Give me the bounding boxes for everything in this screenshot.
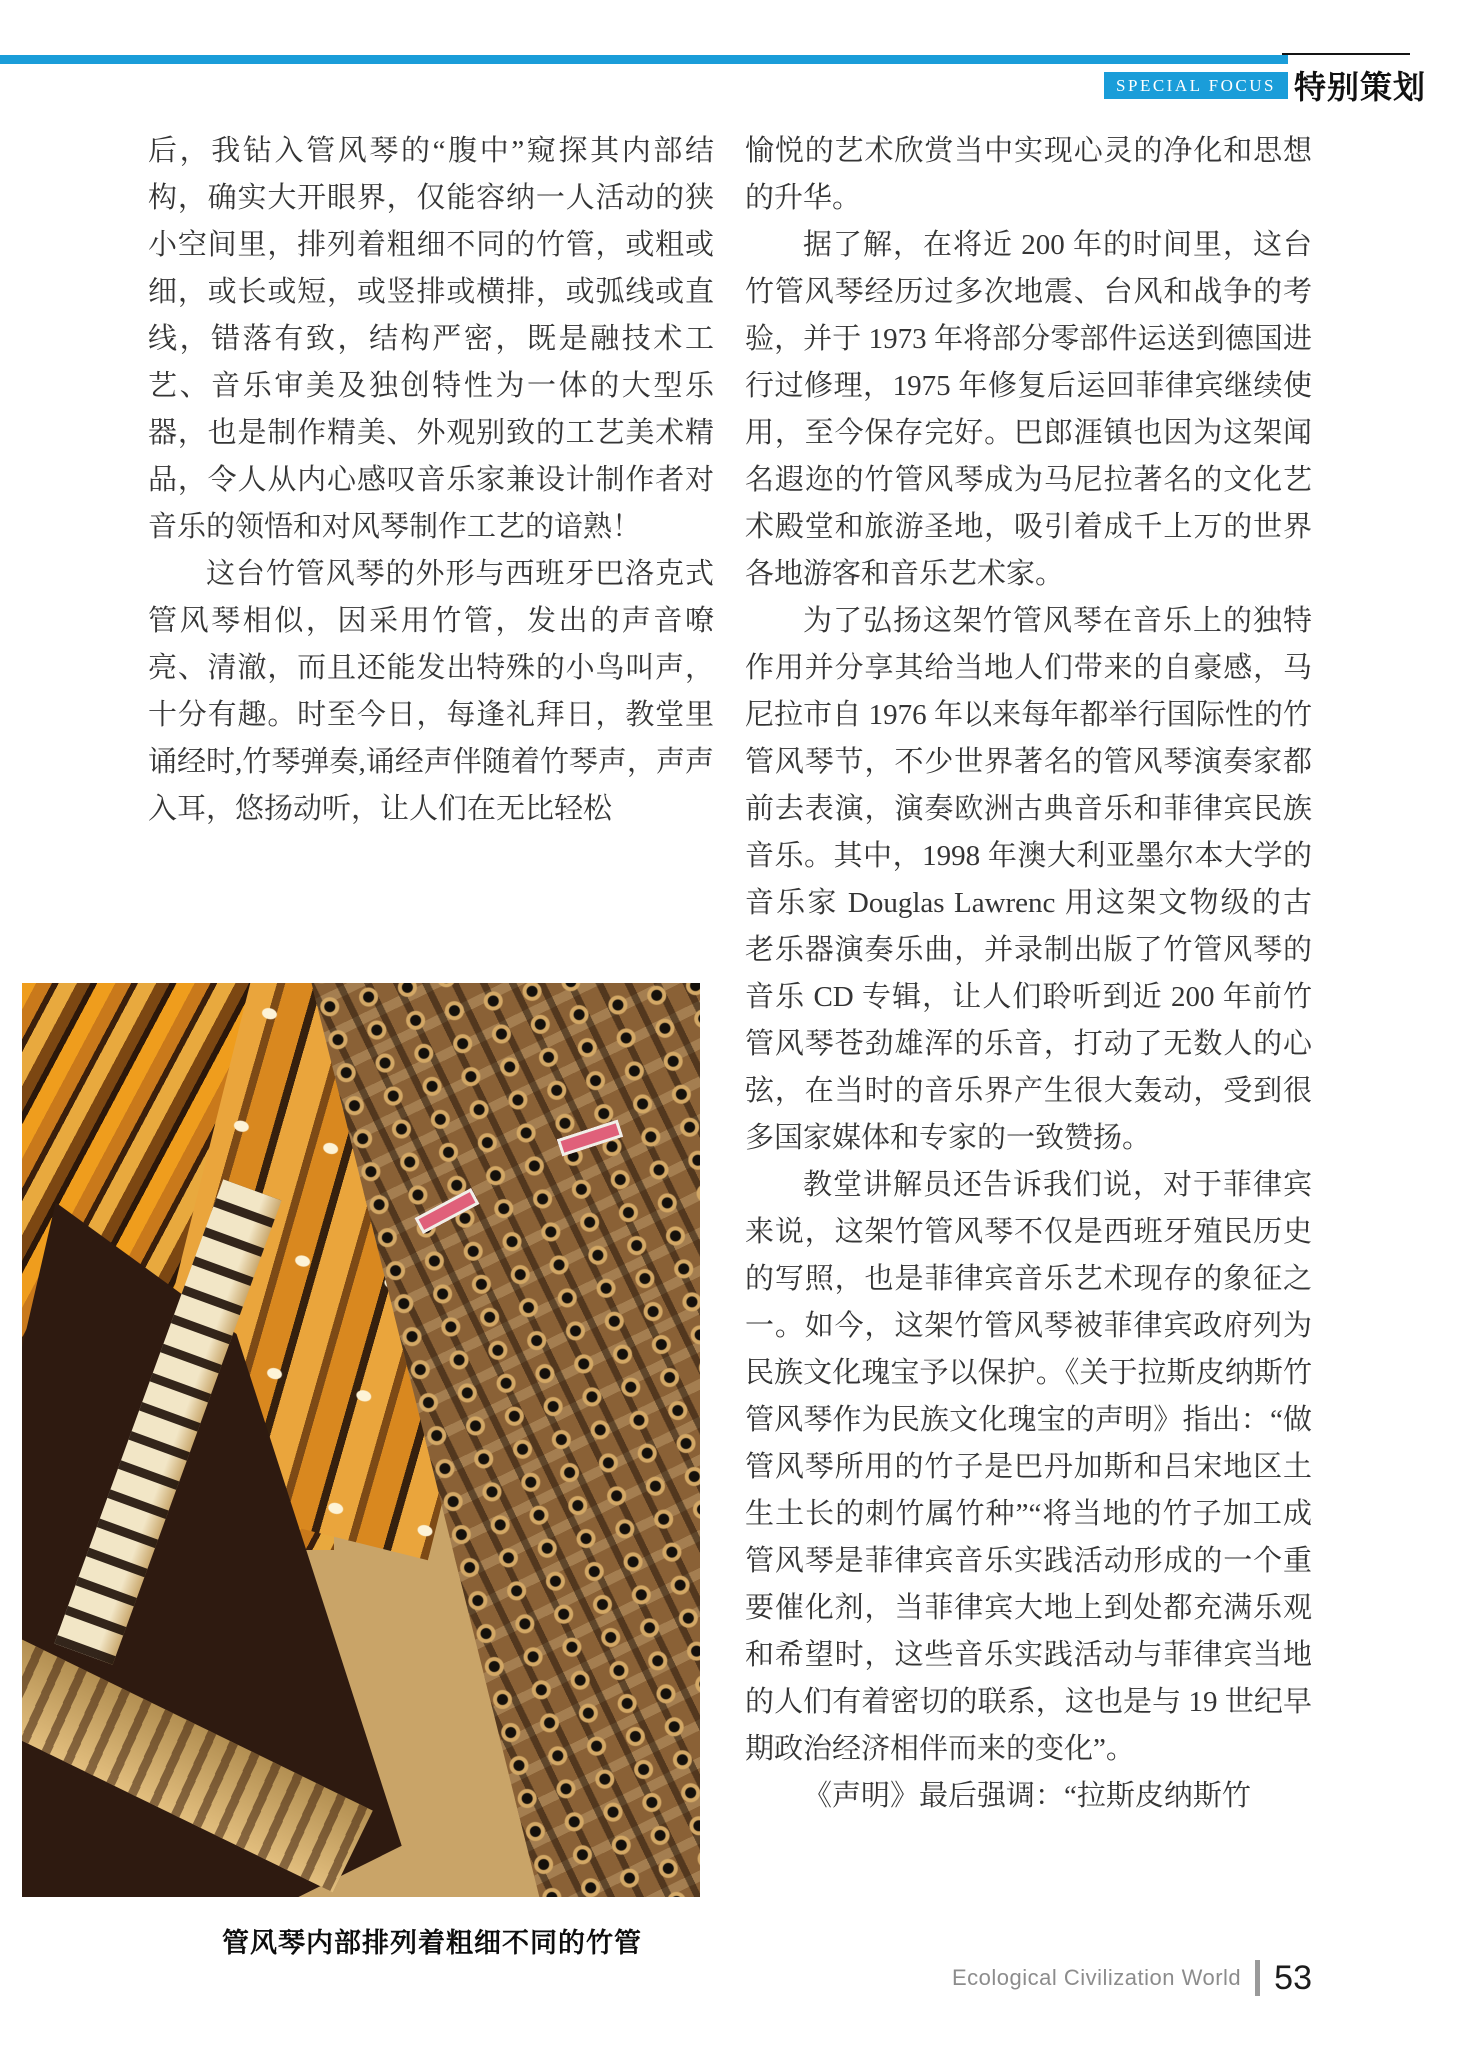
right-column [745,128,1312,1820]
body-paragraph: 据了解，在将近 200 年的时间里，这台竹管风琴经历过多次地震、台风和战争的考验，并于 1973 年将部分零部件运送到德国进行过修理，1975 年修复后运回菲律宾继续使用，至今保存完好。巴郎涯镇也因为这架闻名遐迩的竹管风琴成为马尼拉著名的文化艺术殿堂和旅游圣地，吸引着成千上万的世界各地游客和音乐艺术家。 [745,229,1312,590]
body-paragraph: 这台竹管风琴的外形与西班牙巴洛克式管风琴相似，因采用竹管，发出的声音嘹亮、清澈，而且还能发出特殊的小鸟叫声，十分有趣。时至今日，每逢礼拜日，教堂里诵经时,竹琴弹奏,诵经声伴随着竹琴声，声声入耳，悠扬动听，让人们在无比轻松 [148,558,714,825]
journal-name: Ecological Civilization World [951,1965,1242,1990]
page-number: 53 [1274,1958,1312,1997]
section-title: 特别策划 [1294,69,1427,105]
body-paragraph: 愉悦的艺术欣赏当中实现心灵的净化和思想的升华。 [745,135,1312,214]
body-paragraph: 《声明》最后强调：“拉斯皮纳斯竹 [803,1780,1251,1812]
header-accent-bar [0,55,1288,64]
body-paragraph: 为了弘扬这架竹管风琴在音乐上的独特作用并分享其给当地人们带来的自豪感，马尼拉市自 1976 年以来每年都举行国际性的竹管风琴节，不少世界著名的管风琴演奏家都前去表演，演奏欧洲古典音乐和菲律宾民族音乐。其中，1998 年澳大利亚墨尔本大学的音乐家 Douglas Lawrenc 用这架文物级的古老乐器演奏乐曲，并录制出版了竹管风琴的音乐 CD 专辑，让人们聆听到近 200 年前竹管风琴苍劲雄浑的乐音，打动了无数人的心弦，在当时的音乐界产生很大轰动，受到很多国家媒体和专家的一致赞扬。 [745,605,1312,1154]
header-thin-line [1282,53,1410,55]
left-column [148,128,714,833]
organ-photo-image [22,983,700,1897]
special-focus-badge [1104,72,1288,99]
special-focus-label: SPECIAL FOCUS [1116,75,1276,95]
page-footer [745,1956,1312,2000]
body-paragraph: 后，我钻入管风琴的“腹中”窥探其内部结构，确实大开眼界，仅能容纳一人活动的狭小空间里，排列着粗细不同的竹管，或粗或细，或长或短，或竖排或横排，或弧线或直线，错落有致，结构严密，既是融技术工艺、音乐审美及独创特性为一体的大型乐器，也是制作精美、外观别致的工艺美术精品，令人从内心感叹音乐家兼设计制作者对音乐的领悟和对风琴制作工艺的谙熟！ [148,135,714,543]
photo-caption: 管风琴内部排列着粗细不同的竹管 [222,1928,642,1958]
body-paragraph: 教堂讲解员还告诉我们说，对于菲律宾来说，这架竹管风琴不仅是西班牙殖民历史的写照，也是菲律宾音乐艺术现存的象征之一。如今，这架竹管风琴被菲律宾政府列为民族文化瑰宝予以保护。《关于拉斯皮纳斯竹管风琴作为民族文化瑰宝的声明》指出：“做管风琴所用的竹子是巴丹加斯和吕宋地区土生土长的刺竹属竹种”“将当地的竹子加工成管风琴是菲律宾音乐实践活动形成的一个重要催化剂，当菲律宾大地上到处都充满乐观和希望时，这些音乐实践活动与菲律宾当地的人们有着密切的联系，这也是与 19 世纪早期政治经济相伴而来的变化”。 [745,1169,1312,1765]
footer-divider [1255,1960,1260,1996]
